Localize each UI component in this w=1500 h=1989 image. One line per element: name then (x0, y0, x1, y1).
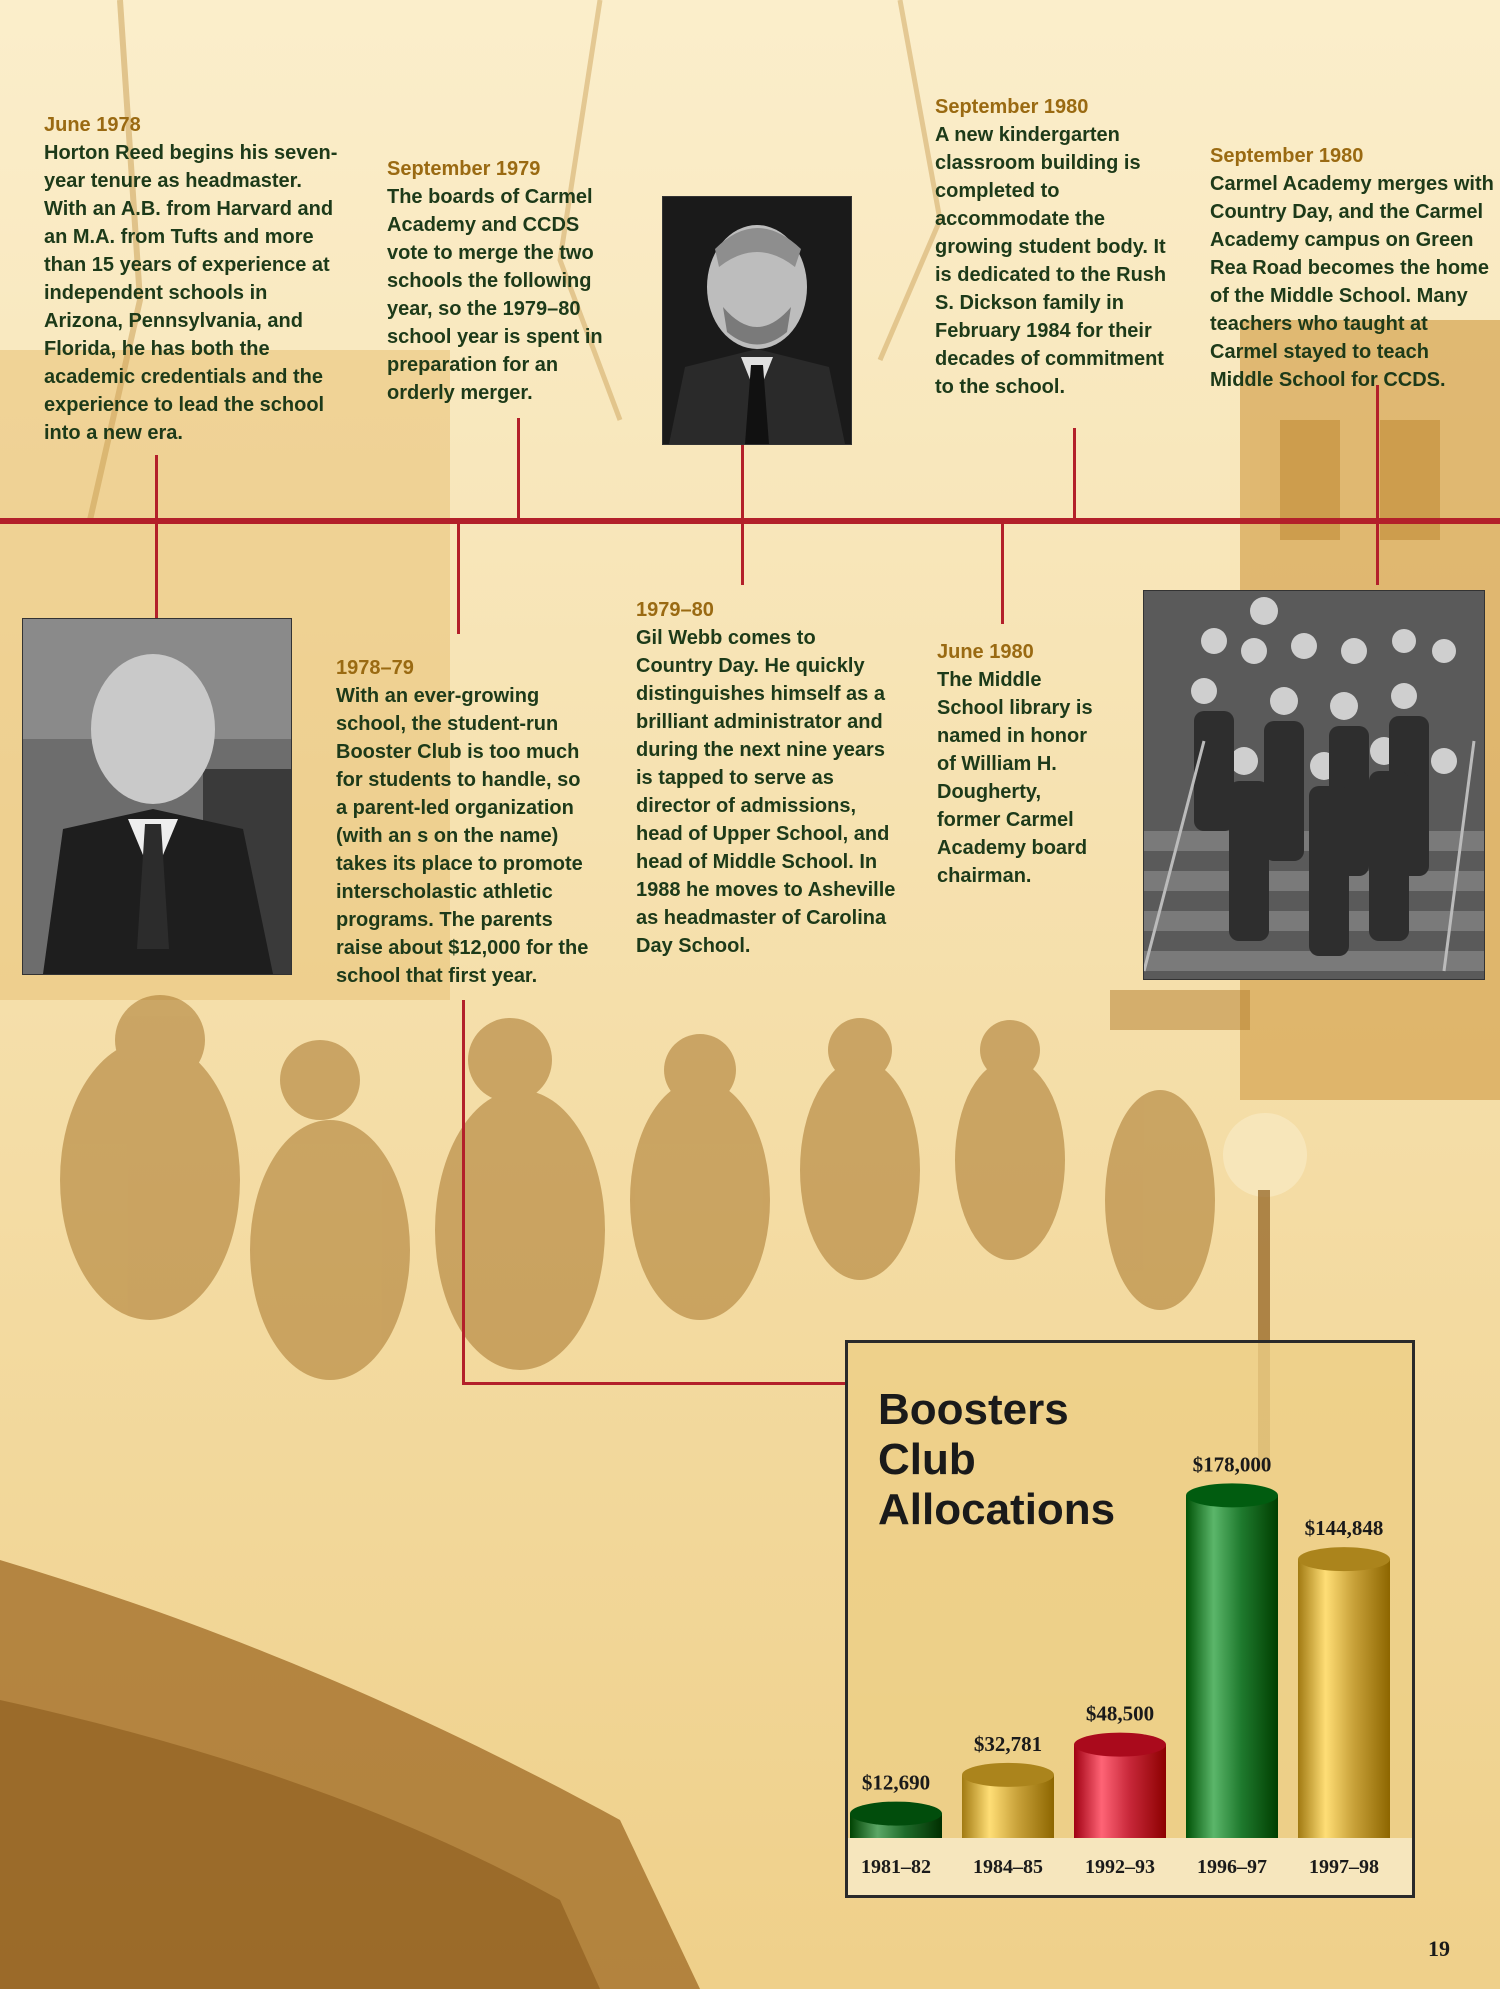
portrait-gil-webb (662, 196, 852, 445)
timeline-tick (517, 418, 520, 518)
bar-value-label: $12,690 (861, 1770, 931, 1795)
chart-bar-1981–82 (850, 1802, 942, 1838)
entry-text: With an ever-growing school, the student-run Booster Club is too much for students to handle, so a parent-led organization (with an s on the name) takes its place to promote interscholastic athletic programs. The parents raise about $12,000 for the school that first year. (336, 685, 589, 987)
timeline-tick (1073, 428, 1076, 518)
entry-date: September 1980 (935, 96, 1089, 118)
timeline-entry-1979-80 (636, 596, 896, 960)
entry-date: 1979–80 (636, 599, 714, 621)
bar-top (962, 1763, 1054, 1787)
chart-bar-1992–93 (1074, 1733, 1166, 1838)
timeline-entry-september-1980-kindergarten (935, 93, 1170, 401)
page-number: 19 (1428, 1936, 1450, 1961)
timeline-entry-september-1979 (387, 155, 617, 407)
timeline-entry-september-1980-merger (1210, 142, 1495, 394)
bar-top (850, 1802, 942, 1826)
x-tick-label: 1992–93 (1085, 1856, 1155, 1878)
entry-text: Horton Reed begins his seven-year tenure as headmaster. With an A.B. from Harvard and an M.A. from Tufts and more than 15 years of experience at independent schools in Arizona, Pennsylvania, and Florida, he has both the academic credentials and the experience to lead the school into a new era. (44, 142, 338, 444)
x-tick-label: 1984–85 (973, 1856, 1043, 1878)
photo-students-on-steps (1143, 590, 1485, 980)
bar-top (1074, 1733, 1166, 1757)
entry-text: Gil Webb comes to Country Day. He quickly distinguishes himself as a brilliant administrator and during the next nine years is tapped to serve as director of admissions, head of Upper School, and head of Middle School. In 1988 he moves to Asheville as headmaster of Carolina Day School. (636, 627, 896, 957)
portrait-horton-reed (22, 618, 292, 975)
timeline-tick (741, 440, 744, 585)
entry-date: June 1980 (937, 641, 1034, 663)
entry-text: Carmel Academy merges with Country Day, and the Carmel Academy campus on Green Rea Road becomes the home of the Middle School. Many teachers who taught at Carmel stayed to teach Middle School for CCDS. (1210, 173, 1494, 391)
timeline-tick (1376, 385, 1379, 585)
connector-line (462, 1382, 847, 1385)
connector-line (462, 1000, 465, 1384)
entry-date: September 1979 (387, 158, 541, 180)
bar-body (1298, 1559, 1390, 1838)
bar-body (1074, 1745, 1166, 1838)
entry-text: The boards of Carmel Academy and CCDS vote to merge the two schools the following year, so the 1979–80 school year is spent in preparation for an orderly merger. (387, 186, 603, 404)
bar-top (1298, 1547, 1390, 1571)
chart-bar-1984–85 (962, 1763, 1054, 1838)
timeline-line (0, 518, 1500, 524)
timeline-entry-june-1980 (937, 638, 1107, 890)
boosters-club-chart (845, 1340, 1415, 1898)
entry-date: September 1980 (1210, 145, 1364, 167)
bar-value-label: $32,781 (973, 1731, 1043, 1756)
entry-text: A new kindergarten classroom building is completed to accommodate the growing student body. It is dedicated to the Rush S. Dickson family in February 1984 for their decades of commitment to the school. (935, 124, 1167, 398)
chart-canvas (848, 1343, 1412, 1895)
timeline-tick (155, 455, 158, 620)
entry-date: 1978–79 (336, 657, 414, 679)
bar-value-label: $48,500 (1085, 1701, 1155, 1726)
timeline-entry-1978-79 (336, 654, 596, 990)
bar-value-label: $178,000 (1192, 1452, 1272, 1477)
x-tick-label: 1981–82 (861, 1856, 931, 1878)
timeline-entry-june-1978 (44, 111, 344, 447)
timeline-tick (1001, 524, 1004, 624)
chart-bar-1997–98 (1298, 1547, 1390, 1838)
bar-body (1186, 1495, 1278, 1838)
x-tick-label: 1996–97 (1197, 1856, 1267, 1878)
bar-value-label: $144,848 (1304, 1516, 1384, 1541)
entry-text: The Middle School library is named in honor of William H. Dougherty, former Carmel Academy board chairman. (937, 669, 1093, 887)
chart-title: Boosters Club Allocations (878, 1385, 1116, 1534)
x-tick-label: 1997–98 (1309, 1856, 1379, 1878)
chart-bar-1996–97 (1186, 1483, 1278, 1838)
timeline-tick (457, 524, 460, 634)
bar-top (1186, 1483, 1278, 1507)
entry-date: June 1978 (44, 114, 141, 136)
